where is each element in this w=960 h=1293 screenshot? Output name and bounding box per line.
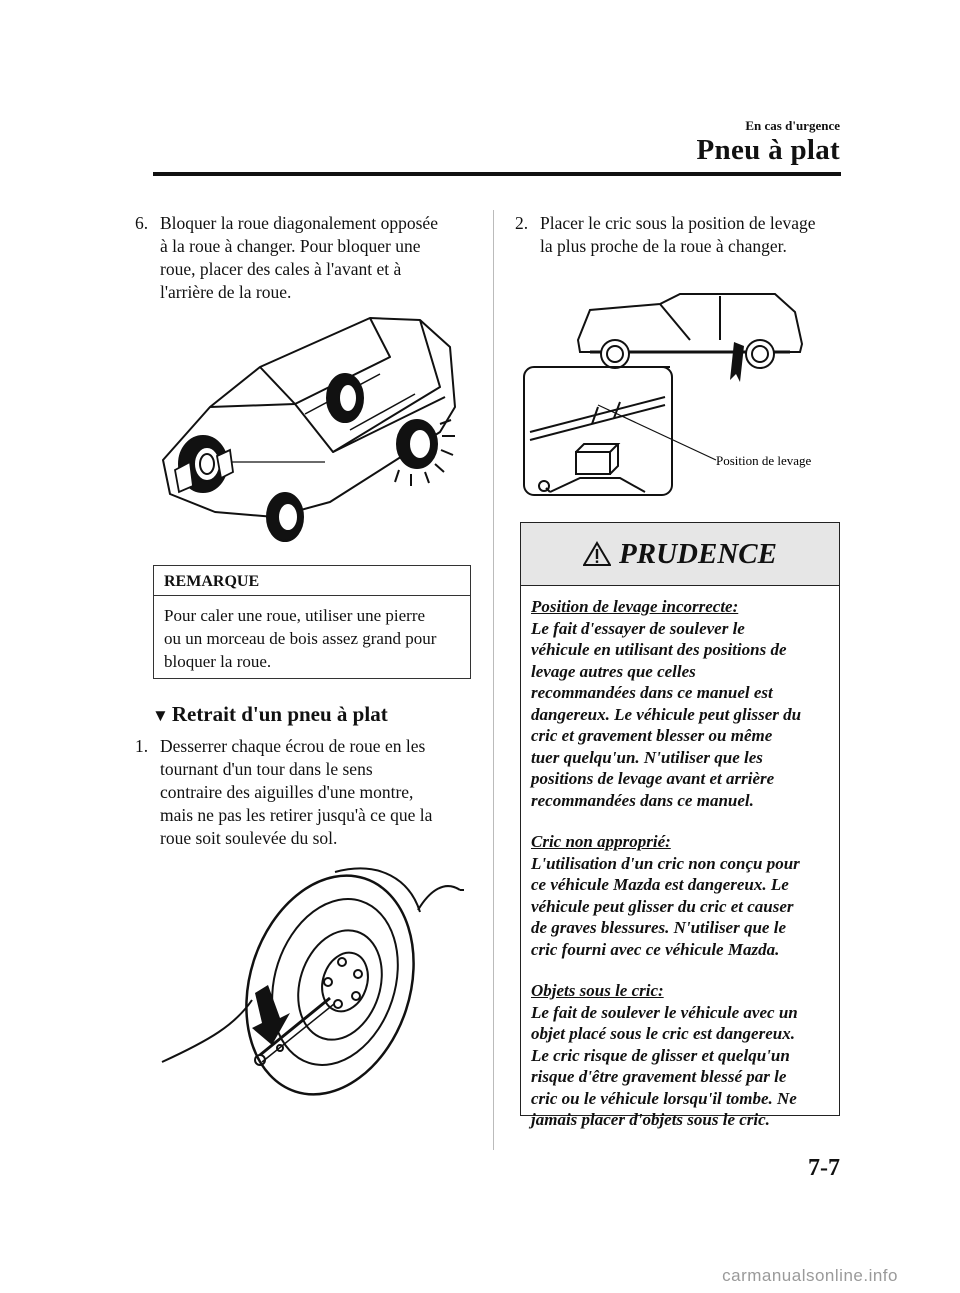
caution-paragraph — [531, 596, 829, 811]
page-number: 7-7 — [808, 1155, 840, 1181]
step-1 — [135, 735, 480, 850]
step-line: l'arrière de la roue. — [160, 282, 292, 302]
jacking-position-label: Position de levage — [716, 453, 812, 468]
step-6 — [135, 212, 480, 304]
caution-line: jamais placer d'objets sous le cric. — [531, 1110, 770, 1129]
caution-body — [521, 586, 839, 1131]
caution-box — [520, 522, 840, 1129]
watermark[interactable]: carmanualsonline.info — [722, 1266, 898, 1285]
step-line: Desserrer chaque écrou de roue en les — [160, 736, 426, 756]
step-line: à la roue à changer. Pour bloquer une — [160, 236, 421, 256]
caution-line: Le fait d'essayer de soulever le — [531, 618, 745, 638]
step-line: Bloquer la roue diagonalement opposée — [160, 213, 438, 233]
jacking-position-illustration — [520, 292, 840, 497]
caution-line: tuer quelqu'un. N'utiliser que les — [531, 747, 763, 767]
caution-line: positions de levage avant et arrière — [531, 769, 775, 788]
caution-line: recommandées dans ce manuel est — [531, 683, 773, 702]
caution-line: véhicule peut glisser du cric et causer — [531, 896, 794, 916]
step-line: mais ne pas les retirer jusqu'à ce que la — [160, 805, 433, 825]
caution-line: cric et gravement blesser ou même — [531, 726, 773, 745]
subheading-text: Retrait d'un pneu à plat — [171, 702, 388, 726]
step-line: tournant d'un tour dans le sens — [160, 759, 373, 779]
caution-line: véhicule en utilisant des positions de — [531, 640, 787, 659]
caution-line: recommandées dans ce manuel. — [531, 790, 754, 810]
caution-line: de graves blessures. N'utiliser que le — [531, 918, 786, 937]
note-body — [154, 596, 470, 673]
lug-wrench-illustration — [160, 850, 465, 1100]
note-line: Pour caler une roue, utiliser une pierre — [164, 606, 426, 625]
step-line: la plus proche de la roue à changer. — [540, 236, 787, 256]
wheel-chock-illustration — [155, 312, 465, 547]
step-line: contraire des aiguilles d'une montre, — [160, 782, 414, 802]
page-title: Pneu à plat — [696, 134, 840, 166]
caution-paragraph-title: Objets sous le cric: — [531, 981, 664, 1000]
step-line: Placer le cric sous la position de levage — [540, 213, 816, 233]
caution-paragraph-title: Position de levage incorrecte: — [531, 597, 739, 616]
triangle-down-icon: ▼ — [152, 706, 169, 725]
step-number: 6. — [135, 213, 149, 233]
caution-line: objet placé sous le cric est dangereux. — [531, 1024, 795, 1043]
caution-paragraph-title: Cric non approprié: — [531, 832, 671, 851]
caution-line: risque d'être gravement blessé par le — [531, 1067, 787, 1086]
caution-paragraph — [531, 831, 829, 960]
note-line: bloquer la roue. — [164, 652, 272, 671]
caution-line: ce véhicule Mazda est dangereux. Le — [531, 875, 789, 894]
warning-icon — [583, 541, 611, 567]
section-name: En cas d'urgence — [745, 118, 840, 133]
step-number: 1. — [135, 736, 149, 756]
caution-line: cric ou le véhicule lorsqu'il tombe. Ne — [531, 1088, 797, 1108]
caution-line: L'utilisation d'un cric non conçu pour — [531, 853, 800, 873]
step-line: roue soit soulevée du sol. — [160, 828, 338, 848]
subheading — [152, 702, 388, 727]
caution-line: levage autres que celles — [531, 661, 696, 681]
step-number: 2. — [515, 213, 529, 233]
note-line: ou un morceau de bois assez grand pour — [164, 629, 437, 648]
note-heading: REMARQUE — [154, 566, 470, 596]
caution-line: dangereux. Le véhicule peut glisser du — [531, 704, 802, 724]
header-rule — [153, 172, 841, 176]
note-box — [153, 565, 471, 679]
caution-line: Le fait de soulever le véhicule avec un — [531, 1002, 798, 1022]
caution-title: PRUDENCE — [619, 537, 777, 570]
caution-header — [521, 523, 839, 586]
caution-line: cric fourni avec ce véhicule Mazda. — [531, 939, 780, 959]
column-divider — [493, 210, 494, 1150]
caution-line: Le cric risque de glisser et quelqu'un — [531, 1045, 790, 1065]
step-2 — [515, 212, 850, 258]
step-line: roue, placer des cales à l'avant et à — [160, 259, 402, 279]
caution-paragraph — [531, 980, 829, 1131]
